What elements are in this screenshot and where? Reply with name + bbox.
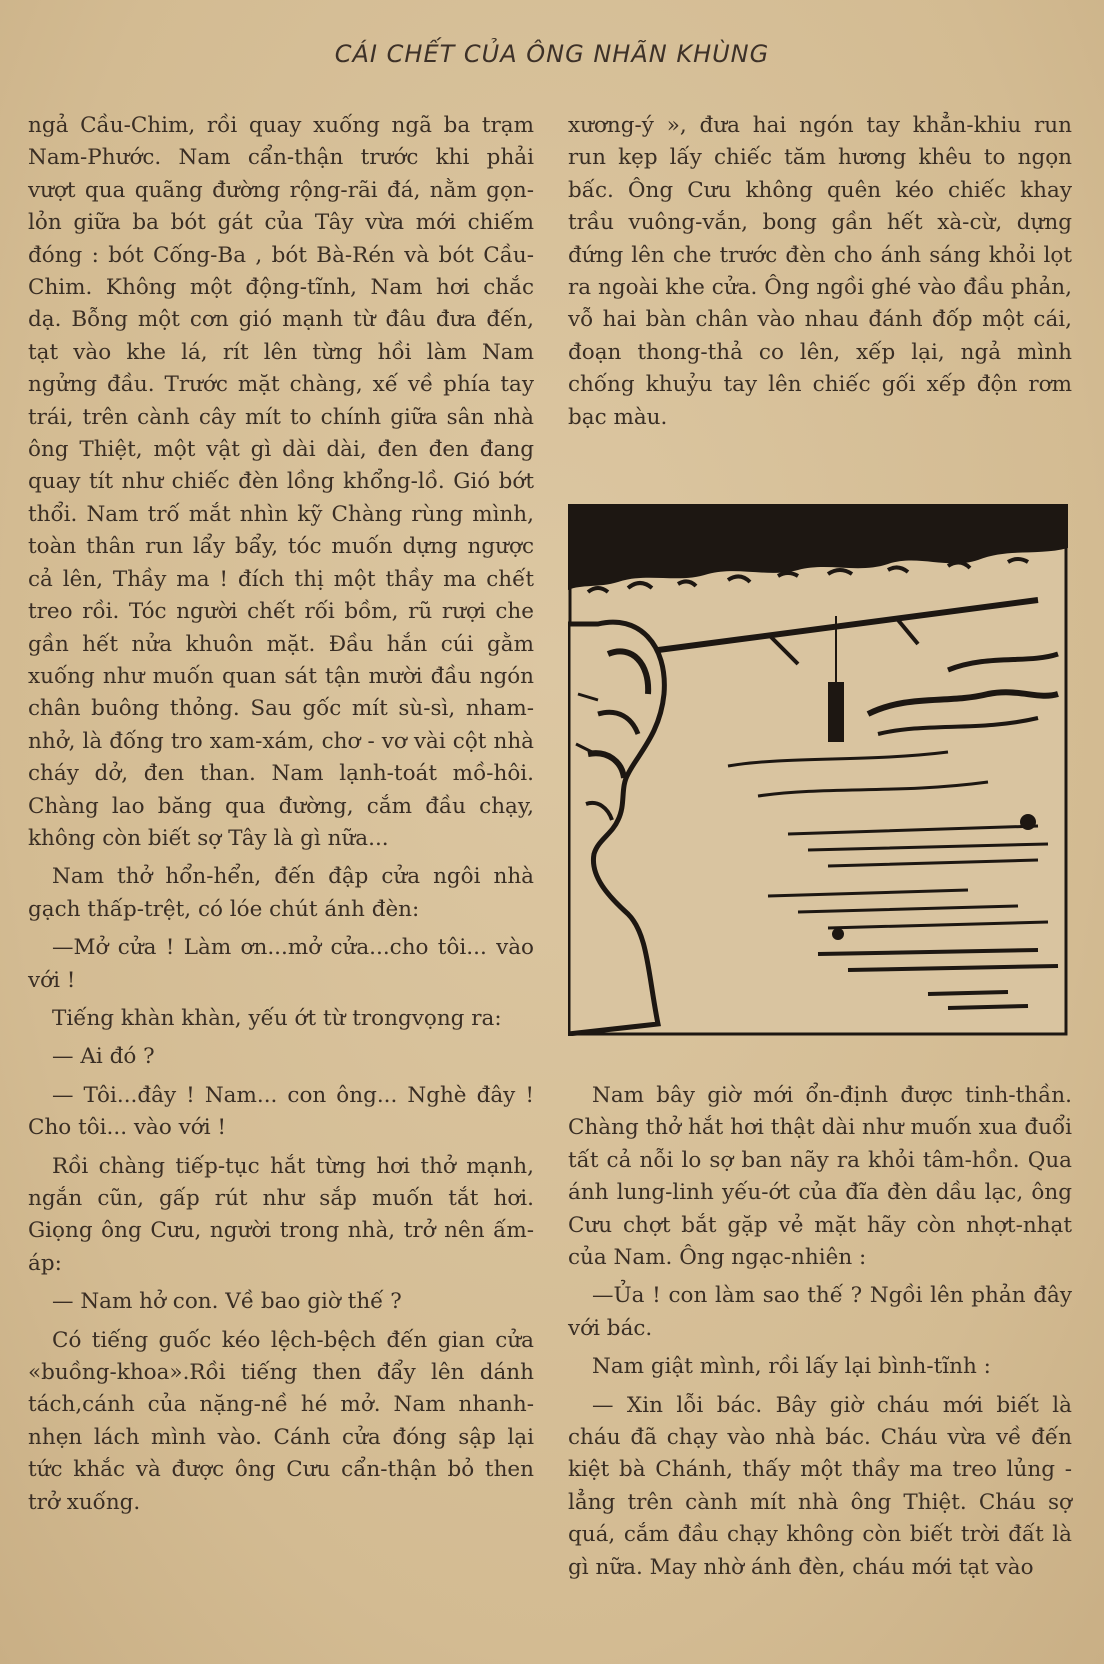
- paragraph: Nam thở hổn-hển, đến đập cửa ngôi nhà gạch thấp-trệt, có lóe chút ánh đèn:: [28, 864, 534, 922]
- dialogue-line: — Xin lỗi bác. Bây giờ cháu mới biết là cháu đã chạy vào nhà bác. Cháu vừa về đến kiệt bà Chánh, thấy một thầy ma treo lủng - lẳng trên cành mít nhà ông Thiệt. Cháu sợ quá, cắm đầu chạy không còn biết trời đất là gì nữa. May nhờ ánh đèn, cháu mới tạt vào: [568, 1392, 1072, 1580]
- dialogue-line: —Mở cửa ! Làm ơn...mở cửa...cho tôi... vào với !: [28, 935, 534, 993]
- woodcut-illustration: [568, 504, 1068, 1036]
- paragraph: ngả Cầu-Chim, rồi quay xuống ngã ba trạm Nam-Phước. Nam cẩn-thận trước khi phải vượt qua quãng đường rộng-rãi đá, nằm gọn-lỏn giữa ba bót gát của Tây vừa mới chiếm đóng : bót Cống-Ba , bót Bà-Rén và bót Cầu-Chim. Không một động-tĩnh, Nam hơi chắc dạ. Bỗng một cơn gió mạnh từ đâu đưa đến, tạt vào khe lá, rít lên từng hồi làm Nam ngửng đầu. Trước mặt chàng, xế về phía tay trái, trên cành cây mít to chính giữa sân nhà ông Thiệt, một vật gì dài dài, đen đen đang quay tít như chiếc đèn lồng khổng-lồ. Gió bớt thổi. Nam trố mắt nhìn kỹ Chàng rùng mình, toàn thân run lẩy bẩy, tóc muốn dựng ngược cả lên, Thầy ma ! đích thị một thầy ma chết treo rồi. Tóc người chết rối bồm, rũ rượi che gần hết nửa khuôn mặt. Đầu hắn cúi gằm xuống như muốn quan sát tận mười đầu ngón chân buông thỏng. Sau gốc mít sù-sì, nham-nhở, là đống tro xam-xám, chơ - vơ vài cột nhà cháy dở, đen than. Nam lạnh-toát mồ-hôi. Chàng lao băng qua đường, cắm đầu chạy, không còn biết sợ Tây là gì nữa...: [28, 113, 534, 851]
- paragraph: Tiếng khàn khàn, yếu ớt từ trongvọng ra:: [52, 1005, 502, 1031]
- paragraph: xương-ý », đưa hai ngón tay khẳn-khiu run run kẹp lấy chiếc tăm hương khêu to ngọn bấc. Ông Cưu không quên kéo chiếc khay trầu vuông-vắn, bong gần hết xà-cừ, dựng đứng lên che trước đèn cho ánh sáng khỏi lọt ra ngoài khe cửa. Ông ngồi ghé vào đầu phản, vỗ hai bàn chân vào nhau đánh đốp một cái, đoạn thong-thả co lên, xếp lại, ngả mình chống khuỷu tay lên chiếc gối xếp độn rơm bạc màu.: [568, 113, 1072, 430]
- right-column-bottom: [568, 1080, 1072, 1584]
- illustration-drawing: [568, 504, 1068, 1036]
- paragraph: Rồi chàng tiếp-tục hắt từng hơi thở mạnh, ngắn cũn, gấp rút như sắp muốn tắt hơi. Giọng ông Cưu, người trong nhà, trở nên ấm-áp:: [28, 1153, 534, 1276]
- dialogue-line: — Tôi...đây ! Nam... con ông... Nghè đây ! Cho tôi... vào với !: [28, 1082, 534, 1141]
- right-column-top: [568, 110, 1072, 434]
- left-column: [28, 110, 534, 1519]
- dialogue-line: —Ủa ! con làm sao thế ? Ngồi lên phản đây với bác.: [568, 1283, 1072, 1341]
- paragraph: Có tiếng guốc kéo lệch-bệch đến gian cửa «buồng-khoa».Rồi tiếng then đẩy lên dánh tách,cánh của nặng-nề hé mở. Nam nhanh-nhẹn lách mình vào. Cánh cửa đóng sập lại tức khắc và được ông Cưu cẩn-thận bỏ then trở xuống.: [28, 1327, 534, 1515]
- paragraph: Nam bây giờ mới ổn-định được tinh-thần. Chàng thở hắt hơi thật dài như muốn xua đuổi tất cả nỗi lo sợ ban nãy ra khỏi tâm-hồn. Qua ánh lung-linh yếu-ớt của đĩa đèn dầu lạc, ông Cưu chợt bắt gặp vẻ mặt hãy còn nhợt-nhạt của Nam. Ông ngạc-nhiên :: [568, 1083, 1072, 1271]
- paragraph: Nam giật mình, rồi lấy lại bình-tĩnh :: [592, 1354, 991, 1380]
- dialogue-line: — Ai đó ?: [52, 1044, 155, 1070]
- running-header: CÁI CHẾT CỦA ÔNG NHÃN KHÙNG: [334, 40, 770, 68]
- dialogue-line: — Nam hở con. Về bao giờ thế ?: [52, 1289, 402, 1315]
